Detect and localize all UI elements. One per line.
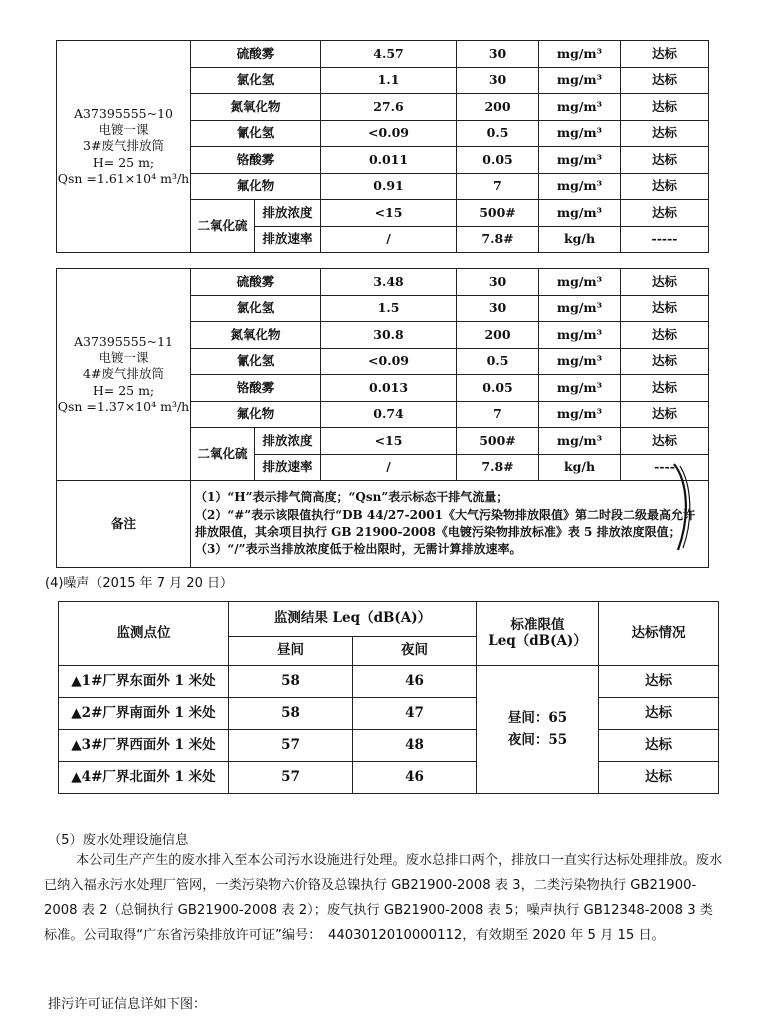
notes-row: [57, 481, 709, 568]
point-cell: ▲3#厂界西面外 1 米处: [59, 730, 229, 762]
status-cell: -----: [621, 226, 709, 253]
result-cell: /: [321, 454, 457, 481]
unit-cell: mg/m³: [539, 295, 621, 322]
limit-cell: 7: [457, 173, 539, 200]
limit-cell: 0.5: [457, 348, 539, 375]
status-cell: 达标: [621, 41, 709, 68]
status-cell: 达标: [621, 120, 709, 147]
status-cell: 达标: [599, 698, 719, 730]
status-cell: 达标: [621, 94, 709, 121]
result-cell: /: [321, 226, 457, 253]
limit-cell: 7.8#: [457, 226, 539, 253]
unit-cell: mg/m³: [539, 147, 621, 174]
point-cell: ▲4#厂界北面外 1 米处: [59, 762, 229, 794]
unit-cell: mg/m³: [539, 375, 621, 402]
pollutant-cell: 氰化氢: [191, 348, 321, 375]
pollutant-cell: 氮氧化物: [191, 94, 321, 121]
point-cell: ▲1#厂界东面外 1 米处: [59, 666, 229, 698]
status-cell: 达标: [599, 666, 719, 698]
night-cell: 47: [353, 698, 477, 730]
pollutant-cell: 硫酸雾: [191, 41, 321, 68]
status-cell: 达标: [621, 173, 709, 200]
limit-cell: 0.05: [457, 147, 539, 174]
unit-cell: kg/h: [539, 454, 621, 481]
result-cell: 0.91: [321, 173, 457, 200]
status-cell: ----: [621, 454, 709, 481]
unit-cell: mg/m³: [539, 401, 621, 428]
limit-cell: 30: [457, 41, 539, 68]
header-limit: 标准限值 Leq（dB(A)）: [477, 602, 599, 666]
limit-cell: 30: [457, 269, 539, 296]
pollutant-cell: 氰化氢: [191, 120, 321, 147]
source-cell: A37395555~10 电镀一课 3#废气排放筒 H= 25 m; Qsn =1.61×10⁴ m³/h: [57, 41, 191, 253]
day-cell: 58: [229, 666, 353, 698]
header-night: 夜间: [353, 637, 477, 666]
so2-sub-label: 排放速率: [255, 454, 321, 481]
permit-info-line: 排污许可证信息详如下图：: [48, 997, 207, 1012]
table-row: [59, 730, 719, 762]
result-cell: 3.48: [321, 269, 457, 296]
pollutant-cell: 氟化物: [191, 401, 321, 428]
pollutant-cell: 硫酸雾: [191, 269, 321, 296]
status-cell: 达标: [621, 67, 709, 94]
status-cell: 达标: [621, 375, 709, 402]
limit-cell: 30: [457, 295, 539, 322]
so2-sub-label: 排放速率: [255, 226, 321, 253]
point-cell: ▲2#厂界南面外 1 米处: [59, 698, 229, 730]
night-cell: 48: [353, 730, 477, 762]
source-cell: A37395555~11 电镀一课 4#废气排放筒 H= 25 m; Qsn =1.37×10⁴ m³/h: [57, 269, 191, 481]
result-cell: 27.6: [321, 94, 457, 121]
limit-cell: 昼间：65 夜间：55: [477, 666, 599, 794]
exhaust-table-4: [56, 268, 709, 568]
limit-cell: 7.8#: [457, 454, 539, 481]
result-cell: 4.57: [321, 41, 457, 68]
pollutant-cell: 氯化氢: [191, 67, 321, 94]
unit-cell: mg/m³: [539, 67, 621, 94]
result-cell: 0.74: [321, 401, 457, 428]
status-cell: 达标: [621, 200, 709, 227]
pollutant-cell: 氯化氢: [191, 295, 321, 322]
result-cell: 30.8: [321, 322, 457, 349]
table-row: [59, 762, 719, 794]
so2-cell: 二氧化硫: [191, 200, 255, 253]
limit-cell: 200: [457, 94, 539, 121]
result-cell: 0.011: [321, 147, 457, 174]
status-cell: 达标: [621, 428, 709, 455]
notes-text: （1）“H”表示排气筒高度；“Qsn”表示标态干排气流量； （2）“#”表示该限值执行“DB 44/27-2001《大气污染物排放限值》第二时段二级最高允许排放限值，其余项目执行 GB 21900-2008《电镀污染物排放标准》表 5 排放浓度限值； （3）“/”表示当排放浓度低于检出限时，无需计算排放速率。: [191, 481, 709, 568]
night-cell: 46: [353, 762, 477, 794]
so2-cell: 二氧化硫: [191, 428, 255, 481]
noise-table: [58, 601, 719, 794]
unit-cell: mg/m³: [539, 428, 621, 455]
pollutant-cell: 氮氧化物: [191, 322, 321, 349]
unit-cell: mg/m³: [539, 269, 621, 296]
table-row: [59, 666, 719, 698]
status-cell: 达标: [621, 147, 709, 174]
pollutant-cell: 铬酸雾: [191, 375, 321, 402]
header-result: 监测结果 Leq（dB(A)）: [229, 602, 477, 637]
result-cell: 0.013: [321, 375, 457, 402]
day-cell: 57: [229, 762, 353, 794]
unit-cell: mg/m³: [539, 322, 621, 349]
unit-cell: mg/m³: [539, 348, 621, 375]
unit-cell: mg/m³: [539, 173, 621, 200]
status-cell: 达标: [621, 322, 709, 349]
status-cell: 达标: [621, 401, 709, 428]
result-cell: 1.5: [321, 295, 457, 322]
wastewater-paragraph: 本公司生产产生的废水排入至本公司污水设施进行处理。废水总排口两个，排放口一直实行达标处理排放。废水已纳入福永污水处理厂管网，一类污染物六价铬及总镍执行 GB21900-2008 表 3，二类污染物执行 GB21900-2008 表 2（总铜执行 GB21900-2008 表 2）；废气执行 GB21900-2008 表 5；噪声执行 GB12348-2008 3 类标准。公司取得“广东省污染排放许可证”编号： 4403012010000112，有效期至 2020 年 5 月 15 日。: [44, 853, 723, 943]
limit-cell: 0.5: [457, 120, 539, 147]
table-row: [57, 269, 709, 296]
table-row: [57, 41, 709, 68]
status-cell: 达标: [621, 269, 709, 296]
status-cell: 达标: [621, 295, 709, 322]
notes-label: 备注: [57, 481, 191, 568]
status-cell: 达标: [599, 762, 719, 794]
day-cell: 58: [229, 698, 353, 730]
unit-cell: mg/m³: [539, 41, 621, 68]
result-cell: <0.09: [321, 120, 457, 147]
unit-cell: mg/m³: [539, 94, 621, 121]
limit-cell: 0.05: [457, 375, 539, 402]
unit-cell: mg/m³: [539, 200, 621, 227]
so2-sub-label: 排放浓度: [255, 200, 321, 227]
header-status: 达标情况: [599, 602, 719, 666]
result-cell: <0.09: [321, 348, 457, 375]
exhaust-table-3: [56, 40, 709, 253]
result-cell: <15: [321, 200, 457, 227]
limit-cell: 30: [457, 67, 539, 94]
wastewater-title: （5）废水处理设施信息: [48, 833, 189, 848]
so2-sub-label: 排放浓度: [255, 428, 321, 455]
header-day: 昼间: [229, 637, 353, 666]
noise-caption: (4)噪声（2015 年 7 月 20 日）: [45, 576, 233, 591]
status-cell: 达标: [599, 730, 719, 762]
limit-cell: 500#: [457, 200, 539, 227]
unit-cell: kg/h: [539, 226, 621, 253]
unit-cell: mg/m³: [539, 120, 621, 147]
limit-cell: 500#: [457, 428, 539, 455]
result-cell: 1.1: [321, 67, 457, 94]
night-cell: 46: [353, 666, 477, 698]
pollutant-cell: 氟化物: [191, 173, 321, 200]
day-cell: 57: [229, 730, 353, 762]
status-cell: 达标: [621, 348, 709, 375]
limit-cell: 7: [457, 401, 539, 428]
table-row: [59, 698, 719, 730]
result-cell: <15: [321, 428, 457, 455]
header-point: 监测点位: [59, 602, 229, 666]
limit-cell: 200: [457, 322, 539, 349]
pollutant-cell: 铬酸雾: [191, 147, 321, 174]
